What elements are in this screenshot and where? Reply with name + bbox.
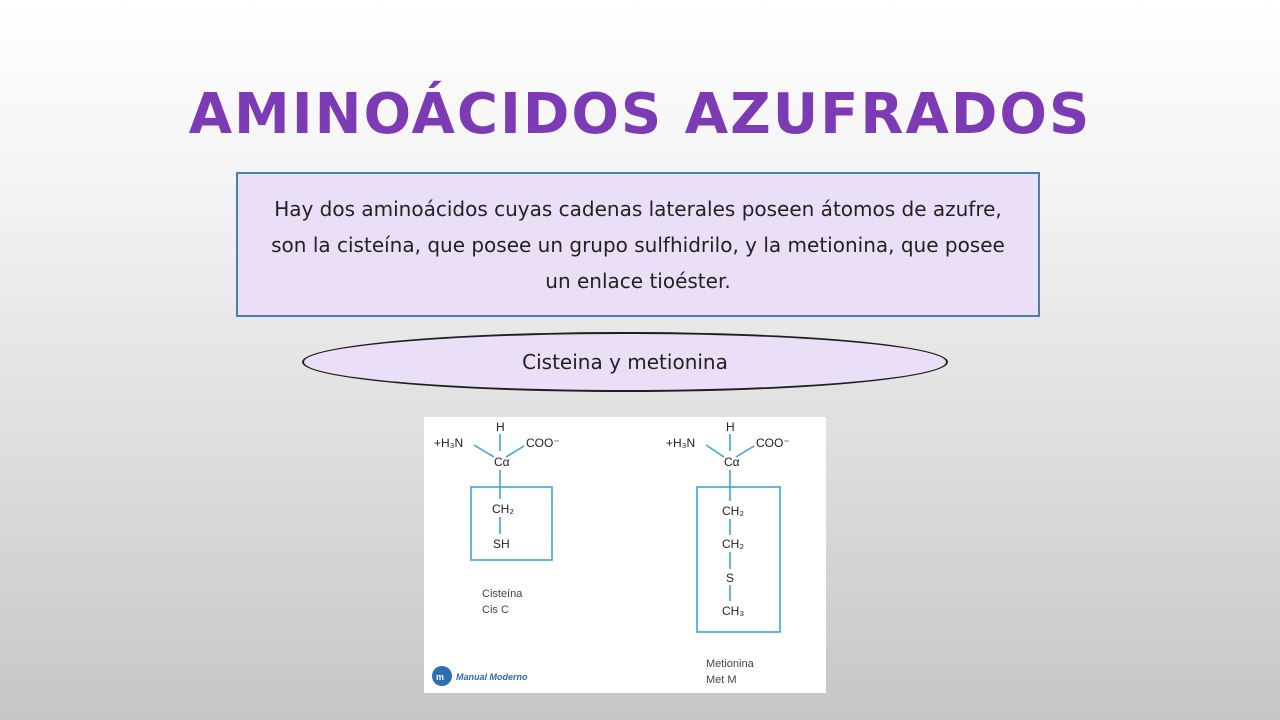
met-abbr: Met M [706, 674, 737, 686]
methionine-structure [666, 420, 790, 686]
publisher-logo [432, 666, 528, 686]
cys-calpha-label: Cα [494, 455, 510, 469]
publisher-logo-glyph: m [436, 672, 445, 682]
description-box [236, 172, 1040, 317]
cys-carboxyl-label: COO⁻ [526, 436, 560, 450]
met-ch2-1-label: CH₂ [722, 504, 744, 518]
structures-svg [424, 417, 826, 693]
cys-sh-label: SH [493, 537, 510, 551]
met-amino-label: +H₃N [666, 436, 696, 450]
oval-label: Cisteina y metionina [522, 350, 728, 374]
met-amino-bond [706, 445, 724, 457]
description-text: Hay dos aminoácidos cuyas cadenas laterales poseen átomos de azufre, son la cisteína, que posee un grupo sulfhidrilo, y la metionina, que posee un enlace tioéster. [271, 196, 1005, 293]
met-carboxyl-label: COO⁻ [756, 436, 790, 450]
cys-ch2-label: CH₂ [492, 502, 514, 516]
slide-title: AMINOÁCIDOS AZUFRADOS [188, 82, 1092, 147]
cys-h-label: H [496, 420, 505, 434]
met-ch2-2-label: CH₂ [722, 537, 744, 551]
cys-amino-label: +H₃N [434, 436, 464, 450]
subtitle-oval [302, 332, 948, 392]
cys-amino-bond [474, 445, 494, 457]
met-s-label: S [726, 571, 735, 585]
cys-name: Cisteína [482, 588, 523, 600]
publisher-logo-text: Manual Moderno [456, 672, 528, 682]
amino-acid-structures-figure [424, 417, 826, 693]
met-ch3-label: CH₃ [722, 604, 745, 618]
met-calpha-label: Cα [724, 455, 740, 469]
met-h-label: H [726, 420, 735, 434]
cysteine-structure [434, 420, 560, 616]
cys-side-chain-box [471, 487, 552, 560]
met-name: Metionina [706, 658, 754, 670]
cys-abbr: Cis C [482, 604, 509, 616]
